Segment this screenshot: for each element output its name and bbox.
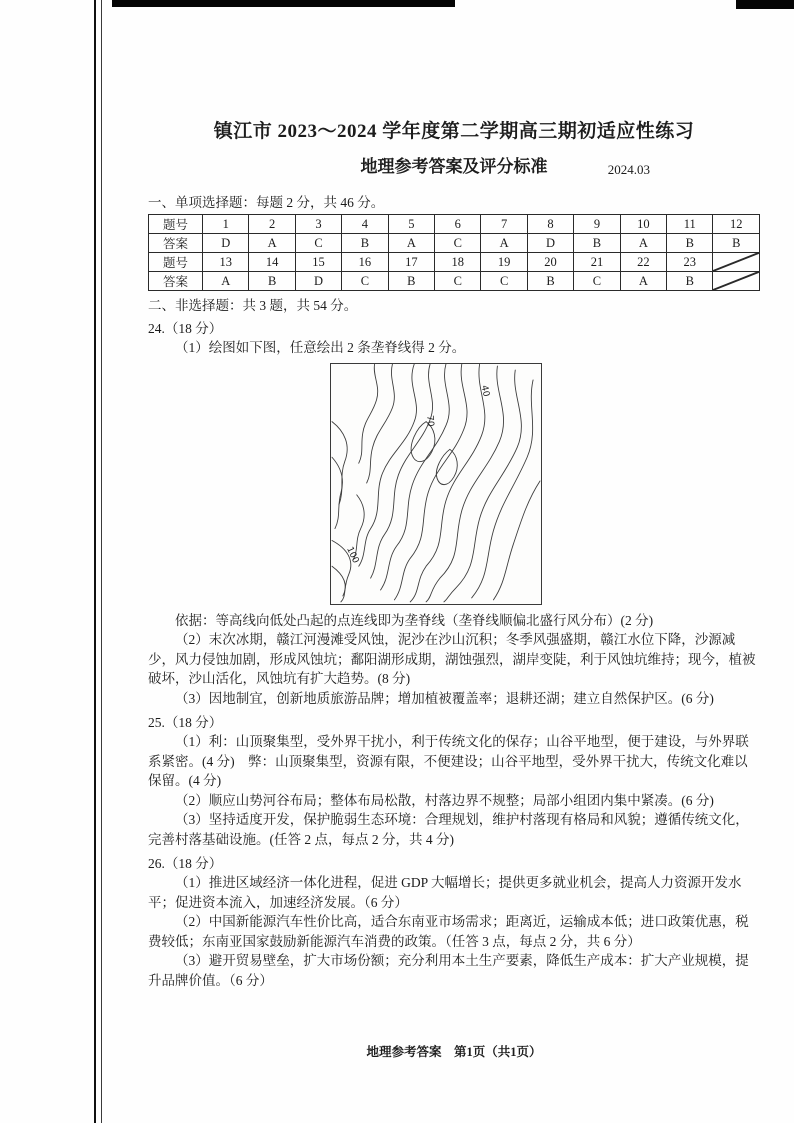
scan-artifact-left-line-2: [101, 0, 102, 1123]
question-number-cell: 10: [620, 215, 666, 234]
answer-paragraph-24-2: （2）末次冰期，赣江河漫滩受风蚀，泥沙在沙山沉积；冬季风强盛期，赣江水位下降，沙源减少，风力侵蚀加剧，形成风蚀坑；鄱阳湖形成期，湖蚀强烈，湖岸变陡，利于风蚀坑维持；现今，植被破坏，沙山活化，风蚀坑有扩大趋势。(8 分): [148, 632, 756, 686]
question-number-cell: 22: [620, 253, 666, 272]
answer-paragraph-25-2: （2）顺应山势河谷布局；整体布局松散，村落边界不规整；局部小组团内集中紧凑。(6 分): [175, 792, 714, 808]
answer-cell: C: [574, 272, 620, 291]
question-number-cell: 4: [342, 215, 388, 234]
answer-cell: C: [435, 272, 481, 291]
table-row-question-numbers-2: [149, 253, 760, 272]
row-label: 题号: [149, 215, 203, 234]
document-subtitle: 地理参考答案及评分标准: [360, 157, 548, 176]
answer-cell: D: [527, 234, 573, 253]
answer-cell: B: [667, 234, 713, 253]
answer-cell: A: [388, 234, 434, 253]
document-content: [148, 116, 760, 990]
contour-label-70: 70: [424, 414, 436, 427]
contour-label-100: 100: [344, 544, 361, 565]
question-number-cell: 1: [203, 215, 249, 234]
slash-mark: [713, 272, 759, 290]
answer-key-table: [148, 214, 760, 291]
answer-paragraph-25-1: （1）利：山顶聚集型，受外界干扰小，利于传统文化的保存；山谷平地型，便于建设，与外界联系紧密。(4 分) 弊：山顶聚集型，资源有限，不便建设；山谷平地型，受外界干扰大，传统文化难以保留。(4 分): [148, 734, 749, 788]
answer-cell: A: [620, 234, 666, 253]
question-number-cell: 2: [249, 215, 295, 234]
row-label: 答案: [149, 234, 203, 253]
answer-cell: B: [574, 234, 620, 253]
answer-cell: A: [481, 234, 527, 253]
scan-artifact-top-bar: [112, 0, 455, 7]
question-number-cell: 3: [295, 215, 341, 234]
contour-map-figure: [330, 363, 542, 605]
slash-mark: [713, 253, 759, 271]
answer-cell: A: [620, 272, 666, 291]
question-number-cell: 18: [435, 253, 481, 272]
answer-cell: B: [249, 272, 295, 291]
contour-label-40: 40: [478, 383, 491, 398]
question-number-cell: 12: [713, 215, 760, 234]
row-label: 答案: [149, 272, 203, 291]
scan-artifact-top-right: [736, 0, 794, 9]
question-number-cell: 6: [435, 215, 481, 234]
answer-cell: A: [203, 272, 249, 291]
answer-paragraph-26-2: （2）中国新能源汽车性价比高，适合东南亚市场需求；距离近，运输成本低；进口政策优惠，税费较低；东南亚国家鼓励新能源汽车消费的政策。（任答 3 点，每点 2 分，共 6 分）: [148, 914, 749, 949]
question-number-cell: 23: [667, 253, 713, 272]
question-number-cell: 21: [574, 253, 620, 272]
diagonal-slash-cell: [713, 253, 760, 272]
question-number-cell: 7: [481, 215, 527, 234]
answer-paragraph-26-3: （3）避开贸易壁垒，扩大市场份额；充分利用本土生产要素，降低生产成本：扩大产业规模，提升品牌价值。（6 分）: [148, 953, 749, 988]
question-number-cell: 19: [481, 253, 527, 272]
question-number-cell: 5: [388, 215, 434, 234]
section-heading-free-response: 二、非选择题：共 3 题，共 54 分。: [148, 298, 358, 313]
row-label: 题号: [149, 253, 203, 272]
answer-paragraph-25-3: （3）坚持适度开发，保护脆弱生态环境：合理规划，维护村落现有格局和风貌；遵循传统文化，完善村落基础设施。(任答 2 点，每点 2 分，共 4 分): [148, 812, 749, 847]
document-date: 2024.03: [607, 162, 650, 177]
answer-cell: A: [249, 234, 295, 253]
section-heading-choice: 一、单项选择题：每题 2 分，共 46 分。: [148, 195, 385, 210]
contour-lines-drawing: [331, 364, 541, 604]
question-25-number: 25.（18 分）: [148, 715, 223, 730]
question-24-number: 24.（18 分）: [148, 321, 223, 336]
diagonal-slash-cell: [713, 272, 760, 291]
answer-paragraph-26-1: （1）推进区域经济一体化进程，促进 GDP 大幅增长；提供更多就业机会，提高人力资源开发水平；促进资本流入，加速经济发展。（6 分）: [148, 875, 742, 910]
question-number-cell: 8: [527, 215, 573, 234]
table-row-question-numbers-1: [149, 215, 760, 234]
answer-cell: D: [295, 272, 341, 291]
answer-cell: B: [667, 272, 713, 291]
question-number-cell: 20: [527, 253, 573, 272]
question-26-number: 26.（18 分）: [148, 856, 223, 871]
answer-cell: C: [435, 234, 481, 253]
question-number-cell: 14: [249, 253, 295, 272]
answer-paragraph-24-basis: 依据：等高线向低处凸起的点连线即为垄脊线（垄脊线顺偏北盛行风分布）(2 分): [175, 612, 654, 628]
scan-artifact-left-line: [94, 0, 96, 1123]
page-footer: 地理参考答案 第1页（共1页）: [366, 1045, 542, 1059]
answer-paragraph-24-1: （1）绘图如下图，任意绘出 2 条垄脊线得 2 分。: [175, 340, 466, 355]
question-number-cell: 13: [203, 253, 249, 272]
answer-paragraph-24-3: （3）因地制宜，创新地质旅游品牌；增加植被覆盖率；退耕还湖；建立自然保护区。(6 分): [175, 690, 714, 706]
question-number-cell: 11: [667, 215, 713, 234]
document-title: 镇江市 2023～2024 学年度第二学期高三期初适应性练习: [213, 121, 695, 142]
answer-cell: B: [713, 234, 760, 253]
answer-cell: C: [342, 272, 388, 291]
answer-cell: C: [481, 272, 527, 291]
answer-cell: D: [203, 234, 249, 253]
question-number-cell: 15: [295, 253, 341, 272]
subtitle-row: [148, 152, 760, 178]
answer-cell: C: [295, 234, 341, 253]
table-row-answers-2: [149, 272, 760, 291]
table-row-answers-1: [149, 234, 760, 253]
question-number-cell: 9: [574, 215, 620, 234]
answer-cell: B: [527, 272, 573, 291]
question-number-cell: 16: [342, 253, 388, 272]
answer-cell: B: [342, 234, 388, 253]
answer-cell: B: [388, 272, 434, 291]
question-number-cell: 17: [388, 253, 434, 272]
